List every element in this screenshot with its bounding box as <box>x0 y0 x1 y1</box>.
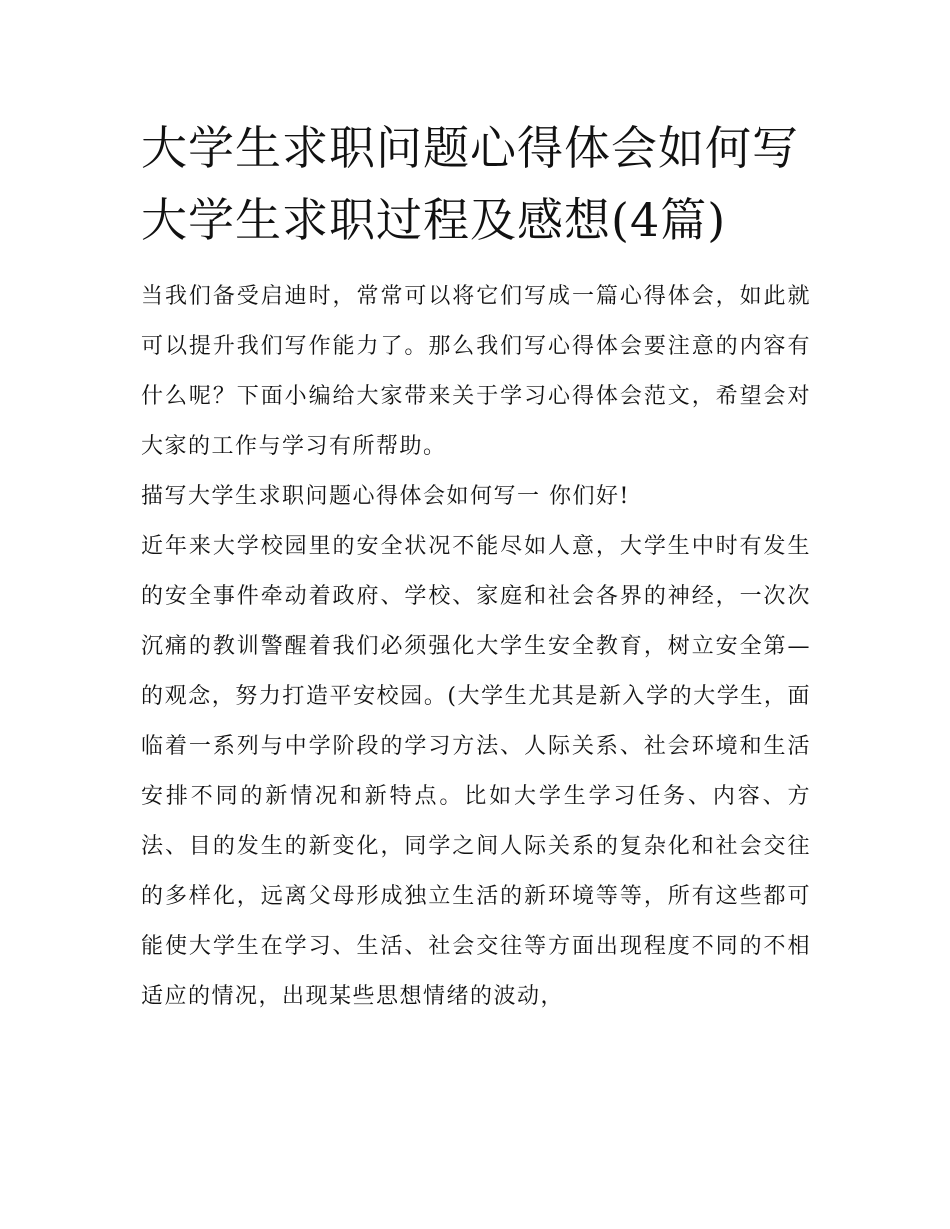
document-title: 大学生求职问题心得体会如何写 大学生求职过程及感想(4篇) <box>141 121 799 247</box>
section-heading-paragraph: 描写大学生求职问题心得体会如何写一 你们好! <box>141 484 630 509</box>
intro-paragraph: 当我们备受启迪时，常常可以将它们写成一篇心得体会，如此就可以提升我们写作能力了。那么我们写心得体会要注意的内容有什么呢？下面小编给大家带来关于学习心得体会范文，希望会对大家的工作与学习有所帮助。 <box>141 284 811 459</box>
body-paragraph: 近年来大学校园里的安全状况不能尽如人意，大学生中时有发生的安全事件牵动着政府、学校、家庭和社会各界的神经，一次次沉痛的教训警醒着我们必须强化大学生安全教育，树立安全第—的观念，努力打造平安校园。(大学生尤其是新入学的大学生，面临着一系列与中学阶段的学习方法、人际关系、社会环境和生活安排不同的新情况和新特点。比如大学生学习任务、内容、方法、目的发生的新变化，同学之间人际关系的复杂化和社会交往的多样化，远离父母形成独立生活的新环境等等，所有这些都可能使大学生在学习、生活、社会交往等方面出现程度不同的不相适应的情况，出现某些思想情绪的波动， <box>141 534 811 1009</box>
document-body <box>141 112 811 1022</box>
